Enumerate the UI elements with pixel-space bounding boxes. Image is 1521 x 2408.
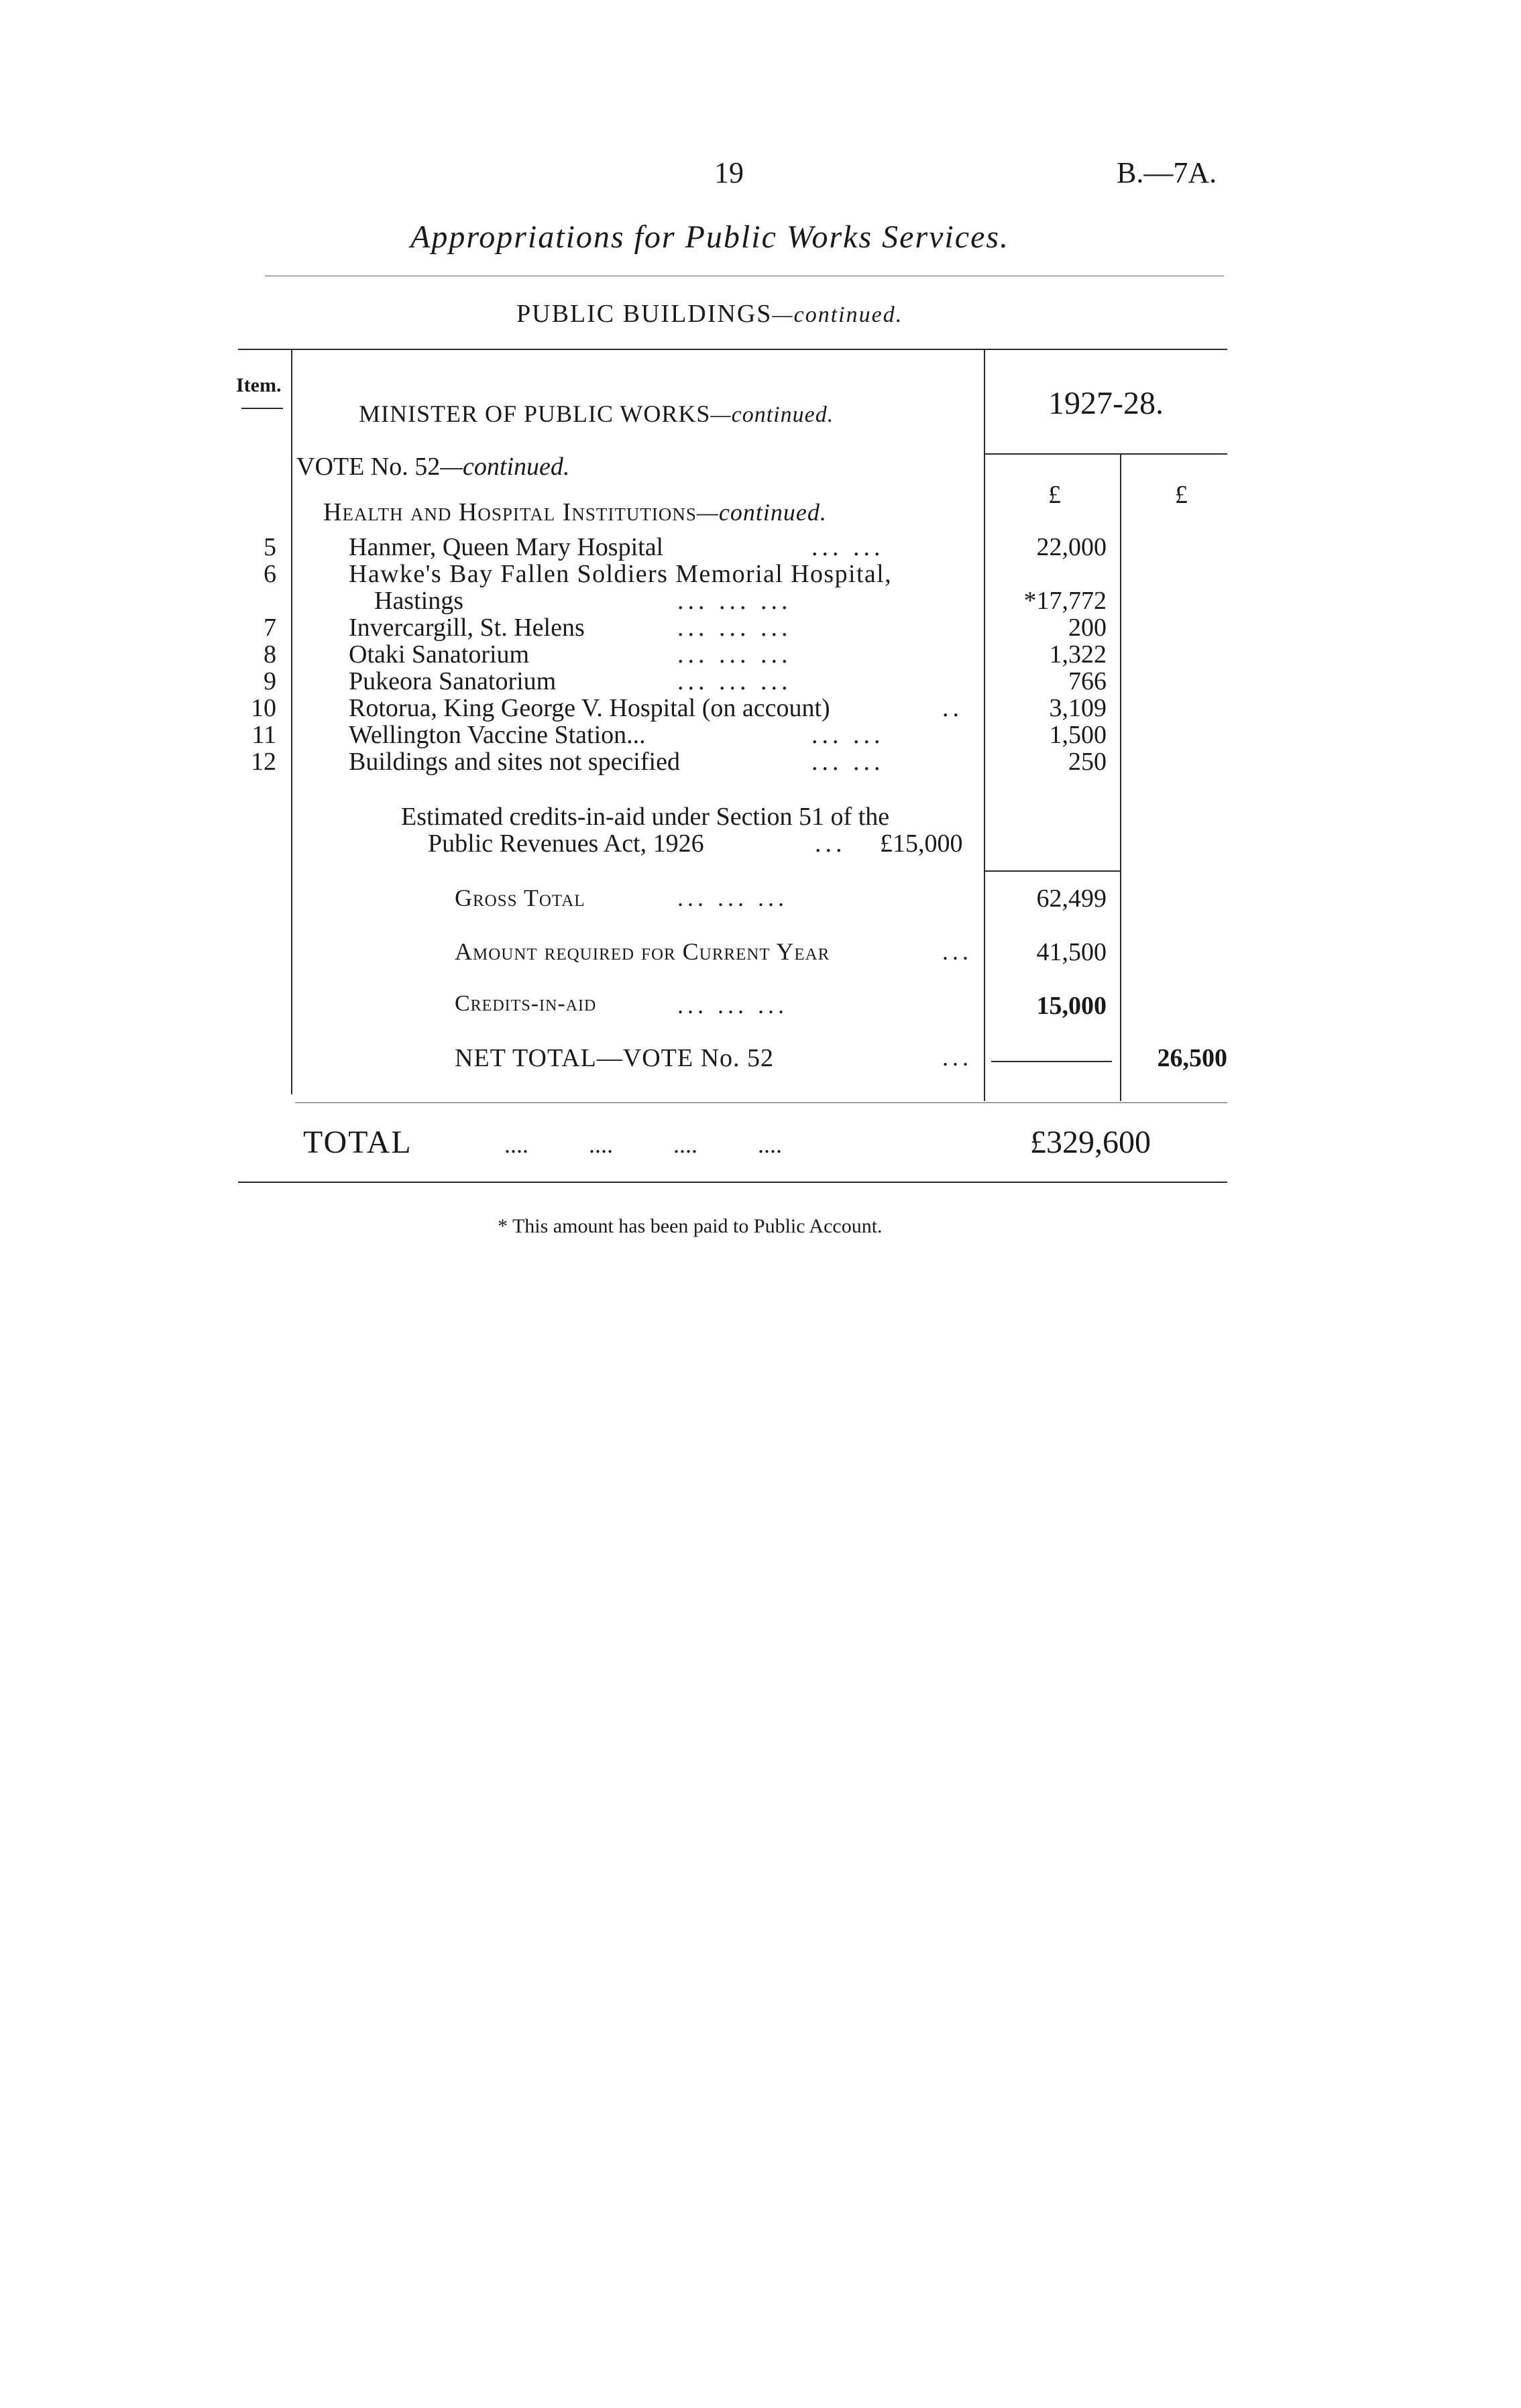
- credits-note-amount: £15,000: [880, 829, 963, 858]
- item-number: 12: [251, 748, 276, 776]
- currency-symbol-amount: £: [1048, 481, 1061, 509]
- section-suffix: —continued.: [772, 302, 903, 327]
- item-leader: ... ... ...: [677, 614, 792, 642]
- item-number: 6: [264, 560, 276, 588]
- item-leader: ... ...: [811, 721, 885, 749]
- item-leader: ... ... ...: [677, 587, 792, 615]
- minister-name: MINISTER OF PUBLIC WORKS: [359, 400, 711, 427]
- net-total-label: NET TOTAL—VOTE No. 52: [455, 1044, 775, 1072]
- net-total-leader: ...: [942, 1044, 972, 1071]
- item-amount: 3,109: [1049, 694, 1107, 722]
- item-header-rule: [241, 408, 283, 409]
- amount-required-value: 41,500: [1036, 938, 1107, 966]
- item-name: Buildings and sites not specified: [349, 748, 680, 776]
- gross-total-label: Gross Total: [455, 884, 585, 911]
- item-number: 9: [264, 667, 276, 695]
- credits-note-line2: Public Revenues Act, 1926: [428, 829, 704, 858]
- section-heading: [516, 299, 903, 329]
- item-leader: ... ... ...: [677, 640, 792, 669]
- group-suffix: —continued.: [696, 499, 827, 526]
- amount-required-label: Amount required for Current Year: [455, 938, 830, 965]
- amount-required-leader: ...: [942, 938, 972, 965]
- gross-total-top-rule: [984, 870, 1120, 872]
- item-leader: ... ... ...: [677, 667, 792, 695]
- item-name: Hawke's Bay Fallen Soldiers Memorial Hospital,: [349, 560, 893, 588]
- credits-in-aid-label: Credits-in-aid: [455, 991, 597, 1016]
- item-number: 8: [264, 640, 276, 669]
- item-leader: ... ...: [811, 748, 885, 776]
- item-amount: *17,772: [1023, 587, 1107, 615]
- footnote: * This amount has been paid to Public Account.: [498, 1215, 883, 1237]
- item-amount: 250: [1068, 748, 1107, 776]
- document-reference: B.—7A.: [1117, 156, 1217, 189]
- group-heading: [323, 498, 827, 527]
- minister-heading: [359, 400, 834, 428]
- page-title: Appropriations for Public Works Services.: [410, 219, 1010, 255]
- grand-total-label: TOTAL: [303, 1125, 412, 1160]
- grand-total-top-rule: [295, 1102, 1227, 1103]
- credits-in-aid-leader: ... ... ...: [677, 992, 788, 1019]
- credits-note-leader: ...: [815, 829, 846, 858]
- net-total-value: 26,500: [1157, 1044, 1227, 1072]
- page-number: 19: [714, 156, 744, 189]
- total-column-rule: [1120, 455, 1121, 1101]
- item-leader: ..: [942, 694, 963, 722]
- group-name: Health and Hospital Institutions: [323, 498, 697, 526]
- item-name: Wellington Vaccine Station...: [349, 721, 646, 749]
- gross-total-value: 62,499: [1036, 884, 1107, 913]
- grand-total-leader: .... .... .... ....: [504, 1131, 782, 1158]
- minister-suffix: —continued.: [710, 402, 834, 427]
- year-header: 1927-28.: [1048, 386, 1164, 421]
- item-amount: 200: [1068, 614, 1107, 642]
- item-number: 10: [251, 694, 276, 722]
- item-amount: 1,500: [1049, 721, 1107, 749]
- gross-total-leader: ... ... ...: [677, 884, 788, 911]
- amount-column-rule: [984, 350, 985, 1101]
- credits-in-aid-value: 15,000: [1036, 992, 1107, 1020]
- vote-label: [296, 452, 569, 481]
- year-under-rule: [984, 453, 1227, 455]
- vote-number: VOTE No. 52: [296, 453, 441, 481]
- item-column-header: Item.: [236, 374, 282, 396]
- item-name: Hastings: [374, 587, 463, 615]
- item-amount: 766: [1068, 667, 1107, 695]
- item-amount: 1,322: [1049, 640, 1107, 669]
- item-name: Hanmer, Queen Mary Hospital: [349, 533, 664, 561]
- item-name: Otaki Sanatorium: [349, 640, 530, 669]
- table-top-rule: [238, 349, 1227, 350]
- item-number: 7: [264, 614, 276, 642]
- vote-suffix: —continued.: [440, 453, 570, 481]
- item-number: 5: [264, 533, 276, 561]
- item-leader: ... ...: [811, 533, 885, 561]
- section-name: PUBLIC BUILDINGS: [516, 300, 773, 328]
- item-number: 11: [251, 721, 276, 749]
- net-total-dash: [991, 1061, 1112, 1062]
- item-amount: 22,000: [1036, 533, 1107, 561]
- item-name: Rotorua, King George V. Hospital (on account): [349, 694, 830, 722]
- item-name: Invercargill, St. Helens: [349, 614, 585, 642]
- item-name: Pukeora Sanatorium: [349, 667, 557, 695]
- grand-total-value: £329,600: [1030, 1125, 1151, 1160]
- grand-total-bottom-rule: [238, 1182, 1227, 1183]
- currency-symbol-total: £: [1175, 481, 1188, 509]
- credits-note-line1: Estimated credits-in-aid under Section 51 of the: [401, 803, 890, 831]
- item-column-rule: [291, 350, 292, 1094]
